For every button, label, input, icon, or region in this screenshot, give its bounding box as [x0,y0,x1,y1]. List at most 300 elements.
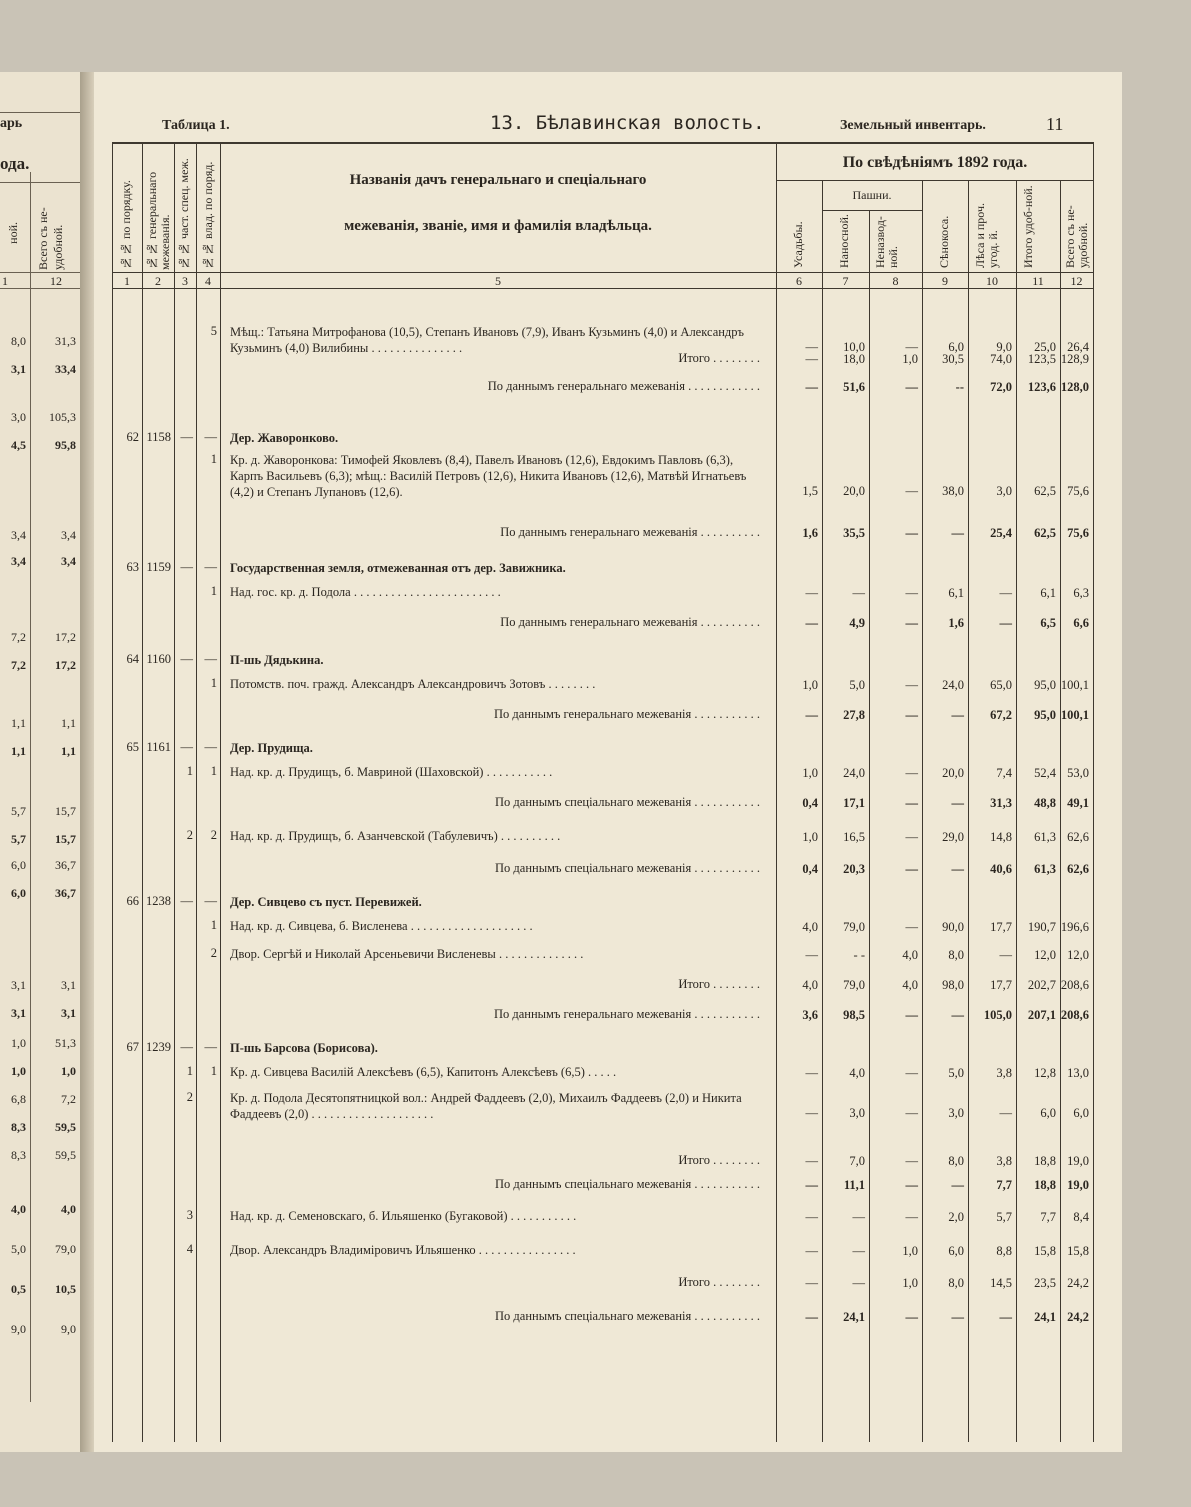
row-value-v11: 61,3 [1034,830,1056,844]
row-value-v10: 31,3 [990,796,1012,810]
row-value-v7: 3,0 [849,1106,865,1120]
row-value-v8: 4,0 [902,948,918,962]
table-row [112,740,1094,758]
row-n4: 2 [210,828,217,842]
col-head-order: №№ по порядку. [119,180,133,270]
row-value-v11: 7,7 [1040,1210,1056,1224]
row-description: По даннымъ спеціальнаго межеванія . . . . . . . . . . . [495,1177,760,1191]
row-value-v6: — [805,380,818,394]
table-row [112,1152,1094,1170]
left-row-b: 31,3 [55,334,76,348]
row-description: Дер. Жаворонково. [230,431,339,445]
row-value-v12: 196,6 [1060,920,1089,934]
row-value-v6: — [805,616,818,630]
row-value-v9: 6,1 [948,586,964,600]
row-value-v9: 6,0 [948,340,964,354]
row-n3: 2 [186,1090,193,1104]
col-head-itogo-udob: Итого удоб-ной. [1021,185,1035,268]
row-value-v6: 1,6 [802,526,818,540]
row-n4: 5 [210,324,217,338]
left-row-a: 6,0 [11,858,26,872]
row-value-v12: 208,6 [1060,978,1089,992]
row-value-v6: — [805,948,818,962]
row-n3: 4 [186,1242,193,1256]
row-n4: 2 [210,946,217,960]
row-value-v8: — [905,1008,918,1022]
row-value-v7: 11,1 [843,1178,865,1192]
col-group-head: По свѣдѣніямъ 1892 года. [842,154,1028,171]
row-n1: 63 [126,560,139,574]
row-n3: — [180,430,193,444]
row-value-v6: — [805,708,818,722]
table-row [112,452,1094,500]
row-n2: 1239 [146,1040,171,1054]
colnum-6: 6 [796,274,802,288]
col-head-names-2: межеванія, званіе, имя и фамилія владѣльца. [344,218,652,234]
row-description: По даннымъ генеральнаго межеванія . . . . . . . . . . [500,525,760,539]
row-value-v12: 6,6 [1073,616,1089,630]
row-n4: — [204,652,217,666]
row-value-v9: 8,0 [948,1154,964,1168]
row-value-v9: 20,0 [942,766,964,780]
row-value-v9: 8,0 [948,948,964,962]
colnum-11: 11 [1032,274,1044,288]
col-head-pashni: Пашни. [852,188,892,202]
left-row-b: 1,1 [61,744,76,758]
row-value-v10: — [999,1310,1012,1324]
left-page-subhead: ода. [0,154,30,173]
row-value-v9: 1,6 [948,616,964,630]
row-value-v6: — [805,1210,818,1224]
table-row [112,860,1094,878]
left-row-a: 8,0 [11,334,26,348]
row-value-v6: 1,0 [802,766,818,780]
row-value-v8: 1,0 [902,352,918,366]
row-description: Двор. Сергѣй и Николай Арсеньевичи Висленевы . . . . . . . . . . . . . . [230,947,584,961]
row-value-v11: 6,1 [1040,586,1056,600]
left-row-b: 51,3 [55,1036,76,1050]
page-title: 13. Бѣлавинская волость. [490,112,765,134]
row-value-v12: 128,0 [1060,380,1089,394]
row-description: Итого . . . . . . . . [678,977,760,991]
row-value-v11: 23,5 [1034,1276,1056,1290]
table-row [112,1308,1094,1326]
table-row [112,1242,1094,1260]
table-row [112,976,1094,994]
row-value-v9: 29,0 [942,830,964,844]
row-description: Над. гос. кр. д. Подола . . . . . . . . . . . . . . . . . . . . . . . . [230,585,501,599]
row-n2: 1158 [146,430,171,444]
row-value-v9: — [951,862,964,876]
row-n4: 1 [210,584,217,598]
row-value-v9: — [951,708,964,722]
row-description: Итого . . . . . . . . [678,1153,760,1167]
left-row-b: 36,7 [55,858,76,872]
left-row-a: 5,7 [11,832,26,846]
row-value-v11: 6,0 [1040,1106,1056,1120]
table-label: Таблица 1. [162,118,230,133]
table-row [112,946,1094,964]
row-value-v7: 24,0 [843,766,865,780]
row-value-v6: 1,5 [802,484,818,498]
table-row [112,584,1094,602]
row-value-v10: 5,7 [996,1210,1012,1224]
row-value-v10: — [999,586,1012,600]
row-value-v11: 25,0 [1034,340,1056,354]
row-value-v8: — [905,526,918,540]
row-n3: 1 [186,764,193,778]
row-value-v10: 3,8 [996,1154,1012,1168]
left-row-a: 1,0 [11,1036,26,1050]
row-value-v12: 100,1 [1060,678,1089,692]
row-value-v12: 128,9 [1060,352,1089,366]
row-value-v12: 62,6 [1067,862,1089,876]
row-description: Дер. Сивцево съ пуст. Перевижей. [230,895,422,909]
row-value-v12: 6,3 [1073,586,1089,600]
table-row [112,652,1094,670]
row-n2: 1160 [146,652,171,666]
row-value-v7: 27,8 [843,708,865,722]
row-value-v8: — [905,484,918,498]
row-value-v6: 1,0 [802,678,818,692]
left-row-a: 7,2 [11,658,26,672]
row-n1: 67 [126,1040,139,1054]
table-row [112,794,1094,812]
row-value-v12: 49,1 [1067,796,1089,810]
row-description: По даннымъ спеціальнаго межеванія . . . . . . . . . . . [495,861,760,875]
row-value-v6: — [805,1106,818,1120]
row-description: Двор. Александръ Владиміровичъ Ильяшенко . . . . . . . . . . . . . . . . [230,1243,576,1257]
row-value-v6: — [805,340,818,354]
row-value-v8: — [905,616,918,630]
row-value-v9: 24,0 [942,678,964,692]
table-row [112,918,1094,936]
row-description: Кр. д. Подола Десятопятницкой вол.: Андрей Фаддеевъ (2,0), Михаилъ Фаддеевъ (2,0) и Никита Фаддеевъ (2,0) . . . . . . . . . . . . . . . . . . . . [230,1091,742,1121]
row-value-v11: 18,8 [1034,1178,1056,1192]
table-row [112,1006,1094,1024]
colnum-4: 4 [205,274,211,288]
row-value-v7: 20,3 [843,862,865,876]
table-row [112,1176,1094,1194]
table-row [112,676,1094,694]
left-row-b: 36,7 [55,886,76,900]
row-value-v8: — [905,1066,918,1080]
row-value-v10: 25,4 [990,526,1012,540]
row-value-v12: 12,0 [1067,948,1089,962]
row-value-v12: 75,6 [1067,484,1089,498]
left-row-b: 1,0 [61,1064,76,1078]
row-n3: — [180,560,193,574]
row-value-v12: 24,2 [1067,1276,1089,1290]
row-value-v8: — [905,920,918,934]
col-head-vsego: Всего съ не-удобной. [1063,205,1090,268]
row-description: Мѣщ.: Татьяна Митрофанова (10,5), Степанъ Ивановъ (7,9), Иванъ Кузьминъ (4,0) и Александръ Кузьминъ (4,0) Вилибины . . . . . . . . . . . . . . . [230,325,745,355]
row-value-v12: 75,6 [1067,526,1089,540]
row-value-v11: 48,8 [1034,796,1056,810]
row-value-v7: 7,0 [849,1154,865,1168]
row-n4: — [204,894,217,908]
left-row-a: 9,0 [11,1322,26,1336]
row-n3: — [180,740,193,754]
row-value-v6: 0,4 [802,796,818,810]
row-n2: 1161 [146,740,171,754]
colnum-1: 1 [124,274,130,288]
row-value-v8: — [905,1106,918,1120]
row-value-v9: — [951,1310,964,1324]
left-row-a: 8,3 [11,1120,26,1134]
row-value-v10: 7,7 [996,1178,1012,1192]
row-value-v10: 67,2 [990,708,1012,722]
left-row-b: 9,0 [61,1322,76,1336]
row-value-v6: — [805,586,818,600]
row-value-v10: 9,0 [996,340,1012,354]
row-n4: — [204,740,217,754]
row-description: Государственная земля, отмежеванная отъ дер. Завижника. [230,561,566,575]
row-n2: 1159 [146,560,171,574]
page-number: 11 [1046,114,1064,134]
row-value-v8: — [905,586,918,600]
left-row-a: 6,0 [11,886,26,900]
row-value-v9: — [951,1008,964,1022]
left-row-b: 105,3 [49,410,76,424]
row-value-v6: — [805,1276,818,1290]
left-row-a: 5,0 [11,1242,26,1256]
row-value-v10: 17,7 [990,920,1012,934]
left-row-b: 15,7 [55,832,76,846]
row-value-v9: 3,0 [948,1106,964,1120]
row-value-v11: 95,0 [1034,678,1056,692]
row-value-v6: 4,0 [802,920,818,934]
left-row-b: 3,4 [61,554,76,568]
row-value-v12: 208,6 [1060,1008,1089,1022]
row-n3: — [180,894,193,908]
left-row-b: 7,2 [61,1092,76,1106]
left-row-b: 1,1 [61,716,76,730]
section-label: Земельный инвентарь. [840,118,986,133]
row-value-v9: 8,0 [948,1276,964,1290]
table-row [112,378,1094,396]
table-row [112,1274,1094,1292]
left-row-b: 10,5 [55,1282,76,1296]
row-value-v9: 6,0 [948,1244,964,1258]
col-head-owner: №№ влад. по поряд. [201,161,215,270]
left-row-b: 95,8 [55,438,76,452]
left-page-header: арь [0,116,23,131]
row-value-v6: — [805,1066,818,1080]
row-description: Итого . . . . . . . . [678,1275,760,1289]
row-value-v6: — [805,352,818,366]
row-value-v12: 100,1 [1060,708,1089,722]
row-description: П-шь Дядькина. [230,653,324,667]
row-description: Над. кр. д. Семеновскаго, б. Ильяшенко (Бугаковой) . . . . . . . . . . . [230,1209,577,1223]
row-description: По даннымъ спеціальнаго межеванія . . . . . . . . . . . [495,1309,760,1323]
left-row-b: 59,5 [55,1120,76,1134]
row-value-v7: 79,0 [843,920,865,934]
row-description: Дер. Прудища. [230,741,313,755]
row-value-v8: — [905,340,918,354]
colnum-2: 2 [155,274,161,288]
left-row-b: 17,2 [55,630,76,644]
left-row-a: 3,1 [11,1006,26,1020]
left-row-a: 1,1 [11,716,26,730]
table-row [112,560,1094,578]
table-row [112,614,1094,632]
left-row-a: 3,1 [11,362,26,376]
row-value-v9: -- [955,380,964,394]
row-n4: 1 [210,918,217,932]
row-value-v6: — [805,1154,818,1168]
col-head-nanosnoy: Наносной. [837,214,851,268]
row-description: Над. кр. д. Прудищъ, б. Азанчевской (Табулевичъ) . . . . . . . . . . [230,829,561,843]
left-row-a: 4,0 [11,1202,26,1216]
row-value-v7: 17,1 [843,796,865,810]
row-value-v12: 19,0 [1067,1154,1089,1168]
left-row-b: 59,5 [55,1148,76,1162]
colnum-5: 5 [495,274,501,288]
table-row [112,1064,1094,1082]
row-value-v8: — [905,766,918,780]
row-value-v9: — [951,526,964,540]
left-row-a: 5,7 [11,804,26,818]
row-value-v8: — [905,1154,918,1168]
colnum-3: 3 [182,274,188,288]
row-value-v12: 26,4 [1067,340,1089,354]
row-value-v7: — [852,586,865,600]
row-description: Итого . . . . . . . . [678,351,760,365]
row-value-v7: 10,0 [843,340,865,354]
row-value-v7: 24,1 [843,1310,865,1324]
row-value-v8: — [905,1310,918,1324]
row-value-v7: — [852,1210,865,1224]
col-head-general: №№ генеральнаго межеванія. [145,171,172,270]
row-n4: — [204,430,217,444]
col-head-nenavod: Неназвод-ной. [873,216,900,268]
left-row-a: 3,1 [11,978,26,992]
row-n3: 3 [186,1208,193,1222]
row-n4: 1 [210,1064,217,1078]
row-value-v11: 207,1 [1027,1008,1056,1022]
row-value-v8: 1,0 [902,1244,918,1258]
row-value-v6: 3,6 [802,1008,818,1022]
row-value-v8: — [905,678,918,692]
row-description: По даннымъ генеральнаго межеванія . . . . . . . . . . [500,615,760,629]
colnum-8: 8 [892,274,899,288]
row-value-v6: 1,0 [802,830,818,844]
left-row-a: 1,0 [11,1064,26,1078]
colnum-9: 9 [942,274,948,288]
row-value-v10: — [999,616,1012,630]
row-value-v6: 0,4 [802,862,818,876]
row-value-v9: 5,0 [948,1066,964,1080]
row-value-v7: - - [853,948,865,962]
left-row-a: 6,8 [11,1092,26,1106]
row-value-v8: — [905,796,918,810]
row-value-v8: — [905,830,918,844]
row-n4: 1 [210,452,217,466]
row-value-v9: — [951,1178,964,1192]
left-row-b: 17,2 [55,658,76,672]
colnum-12: 12 [1070,274,1083,288]
row-value-v11: 202,7 [1027,978,1056,992]
row-n3: 2 [186,828,193,842]
row-value-v11: 15,8 [1034,1244,1056,1258]
row-description: По даннымъ спеціальнаго межеванія . . . . . . . . . . . [495,795,760,809]
land-table [112,142,1094,1442]
row-value-v12: 53,0 [1067,766,1089,780]
row-n4: — [204,1040,217,1054]
left-row-b: 3,1 [61,1006,76,1020]
left-row-b: 79,0 [55,1242,76,1256]
row-value-v12: 8,4 [1073,1210,1089,1224]
row-value-v11: 123,6 [1027,380,1056,394]
row-value-v7: 4,0 [849,1066,865,1080]
row-value-v10: — [999,1106,1012,1120]
left-row-b: 3,1 [61,978,76,992]
row-n4: 1 [210,764,217,778]
row-description: По даннымъ генеральнаго межеванія . . . . . . . . . . . . [487,379,760,393]
row-value-v11: 24,1 [1034,1310,1056,1324]
row-value-v7: 16,5 [843,830,865,844]
row-n1: 62 [126,430,139,444]
left-col-b-num: 12 [50,274,62,288]
row-value-v11: 18,8 [1034,1154,1056,1168]
row-value-v9: — [951,796,964,810]
row-value-v11: 61,3 [1034,862,1056,876]
row-value-v7: 20,0 [843,484,865,498]
left-row-a: 3,4 [11,554,26,568]
col-head-special: №№ част. спец. меж. [177,158,191,270]
main-page [94,72,1122,1452]
table-row [112,524,1094,542]
row-value-v11: 6,5 [1040,616,1056,630]
row-n1: 64 [126,652,139,666]
row-description: Над. кр. д. Сивцева, б. Висленева . . . . . . . . . . . . . . . . . . . . [230,919,533,933]
row-description: Кр. д. Сивцева Василій Алексѣевъ (6,5), Капитонъ Алексѣевъ (6,5) . . . . . [230,1065,617,1079]
col-head-les: Лѣса и проч. угод. й. [973,202,1000,268]
row-description: По даннымъ генеральнаго межеванія . . . . . . . . . . . [493,1007,760,1021]
left-row-a: 0,5 [11,1282,26,1296]
row-value-v10: 40,6 [990,862,1012,876]
row-value-v11: 12,0 [1034,948,1056,962]
row-n3: — [180,652,193,666]
table-row [112,430,1094,448]
row-value-v6: — [805,1178,818,1192]
table-row [112,828,1094,846]
col-head-senokos: Сѣнокоса. [937,215,951,268]
left-row-a: 4,5 [11,438,26,452]
row-value-v8: — [905,1210,918,1224]
colnum-7: 7 [842,274,849,288]
row-value-v10: 74,0 [990,352,1012,366]
left-row-a: 1,1 [11,744,26,758]
table-row [112,1090,1094,1122]
left-row-a: 3,0 [11,410,26,424]
row-value-v12: 13,0 [1067,1066,1089,1080]
row-description: Потомств. поч. гражд. Александръ Александровичъ Зотовъ . . . . . . . . [230,677,596,691]
left-row-a: 8,3 [11,1148,26,1162]
row-value-v12: 62,6 [1067,830,1089,844]
row-value-v10: 17,7 [990,978,1012,992]
row-value-v6: 4,0 [802,978,818,992]
left-row-a: 3,4 [11,528,26,542]
row-value-v9: 30,5 [942,352,964,366]
row-value-v10: 65,0 [990,678,1012,692]
row-value-v10: 14,8 [990,830,1012,844]
row-value-v8: 4,0 [902,978,918,992]
row-value-v10: 7,4 [996,766,1012,780]
row-value-v7: 98,5 [843,1008,865,1022]
table-row [112,1208,1094,1226]
